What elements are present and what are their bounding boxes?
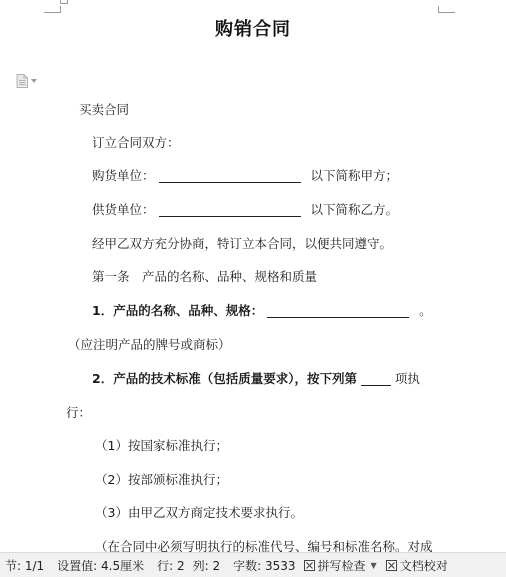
sub-item-2: （2）按部颁标准执行； [95,472,228,487]
margin-marker-right [438,6,455,13]
chevron-down-icon [31,79,37,83]
document-menu-button[interactable] [16,73,44,89]
section-indicator[interactable]: 节: 1/1 [5,558,45,573]
page-marker [60,0,68,4]
parties-intro-line: 订立合同双方： [92,135,180,150]
buyer-label: 购货单位： [92,168,155,183]
sub-item-1: （1）按国家标准执行； [95,438,228,453]
heading-line: 买卖合同 [79,102,130,117]
proofread-button[interactable] [386,557,448,574]
chevron-down-icon: ▼ [370,560,377,570]
item1-note: （应注明产品的牌号或商标） [68,337,231,352]
buyer-blank[interactable] [159,170,301,183]
column-indicator[interactable]: 列: 2 [192,558,221,573]
margin-marker-left [44,6,61,13]
item2-text: 2．产品的技术标准（包括质量要求），按下列第 [92,371,357,386]
item2-continuation: 行： [66,405,92,420]
document-title: 购销合同 [215,19,291,40]
item1-line [92,301,432,319]
document-icon [16,74,28,88]
seller-line [92,200,398,218]
seller-suffix: 以下简称乙方。 [310,202,398,217]
status-bar [0,552,506,577]
word-count[interactable]: 字数: 3533 [233,558,296,573]
article1-heading: 第一条 产品的名称、品种、规格和质量 [92,269,318,284]
buyer-line [92,166,398,184]
item1-label: 1．产品的名称、品种、规格： [92,303,264,318]
item1-end: 。 [419,303,432,318]
item2-blank[interactable] [361,373,391,386]
buyer-suffix: 以下简称甲方； [310,168,398,183]
checkbox-icon [304,560,315,571]
item2-line [92,369,420,387]
sub-item-3: （3）由甲乙双方商定技术要求执行。 [95,505,303,520]
proofread-label: 文档校对 [399,558,448,573]
spellcheck-button[interactable] [304,557,377,574]
sub-note-line: （在合同中必须写明执行的标准代号、编号和标准名称。对成 [95,539,433,552]
item1-blank[interactable] [267,305,409,318]
seller-label: 供货单位： [92,202,155,217]
position-indicator[interactable]: 设置值: 4.5厘米 [57,558,145,573]
row-indicator[interactable]: 行: 2 [157,558,185,573]
spellcheck-label: 拼写检查 [317,558,366,573]
seller-blank[interactable] [159,204,301,217]
checkbox-icon [386,560,397,571]
agreement-line: 经甲乙双方充分协商，特订立本合同，以便共同遵守。 [92,236,393,251]
item2-end: 项执 [394,371,420,386]
